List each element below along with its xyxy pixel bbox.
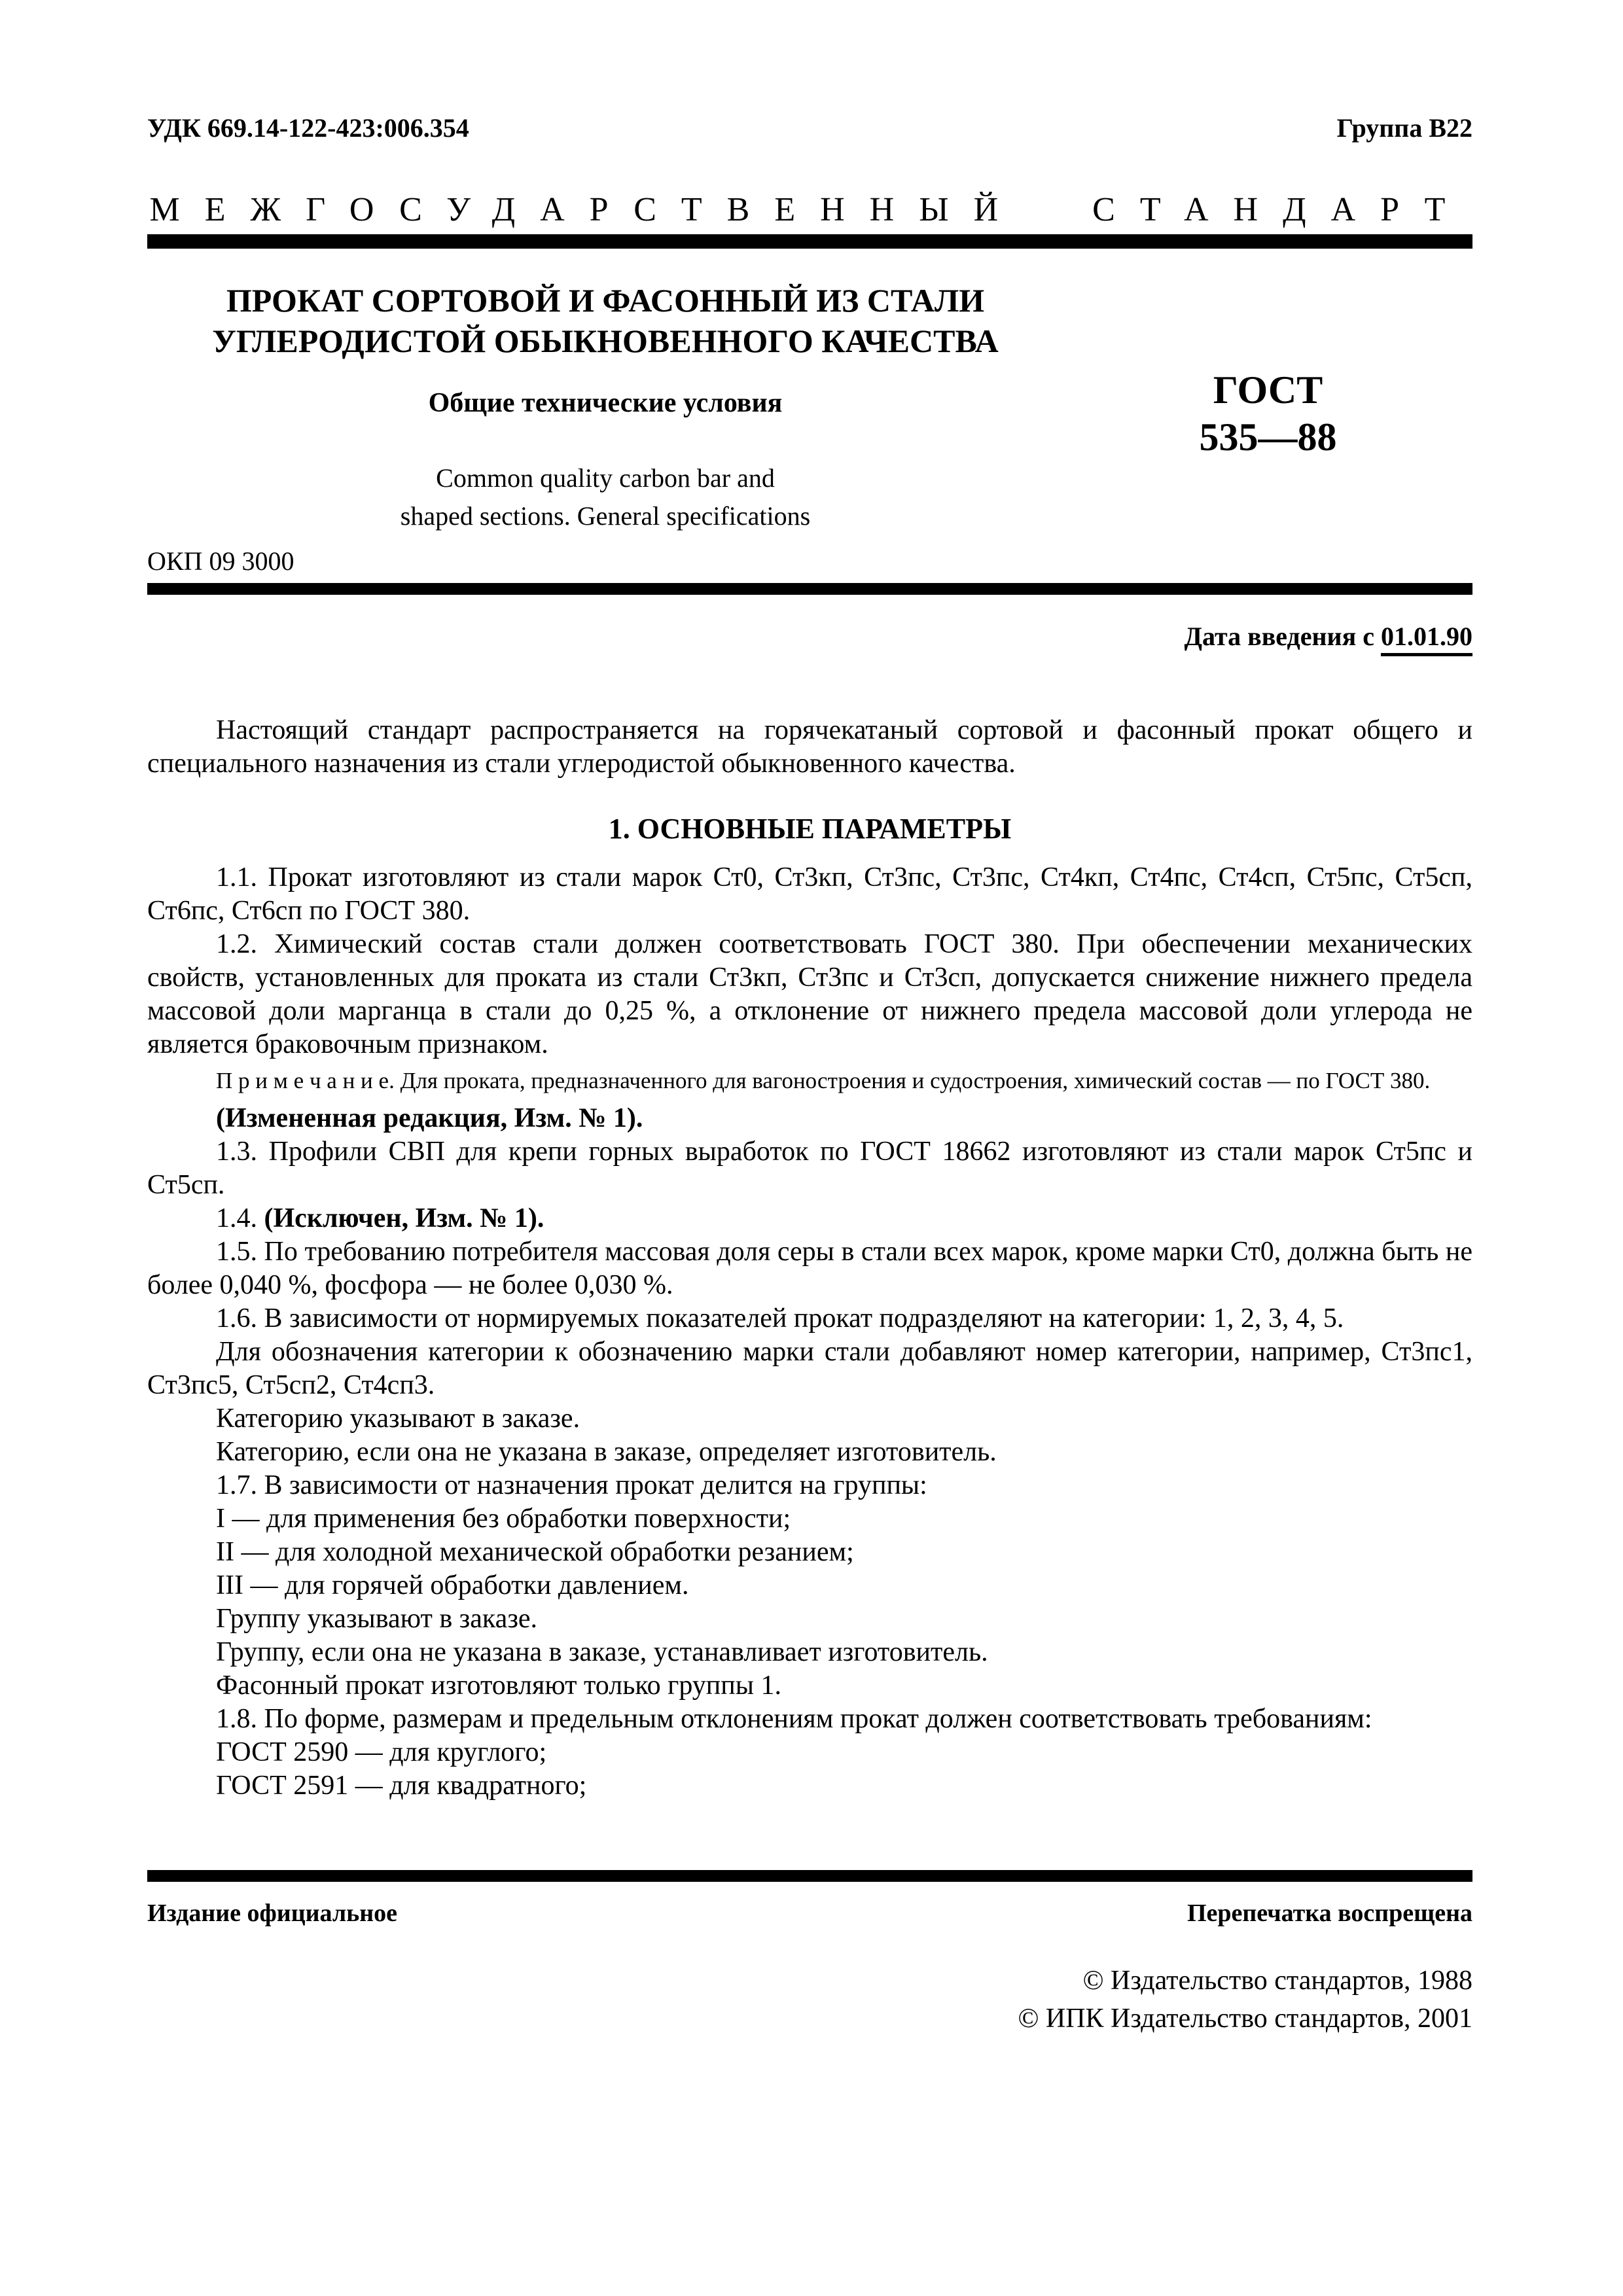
title-block (147, 280, 1063, 535)
doc-title-line2: УГЛЕРОДИСТОЙ ОБЫКНОВЕННОГО КАЧЕСТВА (212, 323, 999, 359)
category-default-note: Категорию, если она не указана в заказе, определяет изготовитель. (216, 1437, 997, 1467)
section-1-title: 1. ОСНОВНЫЕ ПАРАМЕТРЫ (608, 813, 1012, 845)
chemical-note: П р и м е ч а н и е. Для проката, предназначенного для вагоностроения и судостроения, химический состав — по ГОСТ 380. (216, 1068, 1431, 1093)
clause-1-4-number: 1.4. (216, 1203, 264, 1233)
title-section (147, 280, 1472, 535)
clause-1-5: 1.5. По требованию потребителя массовая доля серы в стали всех марок, кроме марки Ст0, должна быть не более 0,040 %, фосфора — не более 0,030 %. (147, 1237, 1472, 1300)
clause-1-3: 1.3. Профили СВП для крепи горных выработок по ГОСТ 18662 изготовляют из стали марок Ст5пс и Ст5сп. (147, 1137, 1472, 1200)
reprint-prohibited-label: Перепечатка воспрещена (1186, 1899, 1472, 1927)
clause-1-1: 1.1. Прокат изготовляют из стали марок Ст0, Ст3кп, Ст3пс, Ст3пс, Ст4кп, Ст4пс, Ст4сп, Ст5пс, Ст5сп, Ст6пс, Ст6сп по ГОСТ 380. (147, 862, 1472, 926)
gost-2590-item: ГОСТ 2590 — для круглого; (216, 1737, 547, 1767)
group-2-item: II — для холодной механической обработки резанием; (216, 1537, 854, 1567)
okp-code: ОКП 09 3000 (147, 546, 294, 576)
banner-divider-bar (147, 234, 1472, 249)
amendment-note: (Измененная редакция, Изм. № 1). (216, 1103, 643, 1133)
doc-subtitle-en (147, 459, 1063, 535)
intro-paragraph: Настоящий стандарт распространяется на горячекатаный сортовой и фасонный прокат общего и специального назначения из стали углеродистой обыкновенного качества. (147, 715, 1472, 779)
okp-divider-bar (147, 583, 1472, 595)
document-body (147, 714, 1472, 1803)
doc-title-line1: ПРОКАТ СОРТОВОЙ И ФАСОННЫЙ ИЗ СТАЛИ (226, 282, 985, 319)
copyright-1988: © Издательство стандартов, 1988 (1082, 1966, 1472, 1996)
gost-2591-item: ГОСТ 2591 — для квадратного; (216, 1771, 587, 1801)
footer-notice-row (147, 1899, 1472, 1928)
doc-subtitle-en-line1: Common quality carbon bar and (436, 463, 775, 493)
copyright-2001: © ИПК Издательство стандартов, 2001 (1018, 2004, 1472, 2034)
standard-type-banner: МЕЖГОСУДАРСТВЕННЫЙ СТАНДАРТ (149, 191, 1471, 228)
gost-designation-block (1063, 280, 1472, 535)
official-edition-label: Издание официальное (147, 1899, 398, 1927)
clause-1-4 (147, 1202, 1472, 1235)
clause-1-4-text: (Исключен, Изм. № 1). (264, 1203, 544, 1233)
clause-1-2: 1.2. Химический состав стали должен соответствовать ГОСТ 380. При обеспечении механических свойств, установленных для проката из стали Ст3кп, Ст3пс и Ст3сп, допускается снижение нижнего предела массовой доли марганца в стали до 0,25 %, а отклонение от нижнего предела массовой доли углерода не является браковочным признаком. (147, 929, 1472, 1059)
group-default-note: Группу, если она не указана в заказе, устанавливает изготовитель. (216, 1637, 988, 1667)
group-order-note: Группу указывают в заказе. (216, 1604, 538, 1634)
effective-date-value: 01.01.90 (1381, 622, 1472, 656)
effective-date-row (147, 621, 1472, 652)
category-designation-note: Для обозначения категории к обозначению марки стали добавляют номер категории, например, Ст3пс1, Ст3пс5, Ст5сп2, Ст4сп3. (147, 1337, 1472, 1400)
gost-label: ГОСТ (1213, 368, 1323, 412)
clause-1-6: 1.6. В зависимости от нормируемых показателей прокат подразделяют на категории: 1, 2, 3, 4, 5. (216, 1303, 1344, 1333)
doc-subtitle-en-line2: shaped sections. General specifications (400, 501, 811, 531)
page-footer (147, 1870, 1472, 2038)
classification-row (147, 113, 1472, 143)
doc-subtitle-ru: Общие технические условия (428, 388, 783, 418)
shaped-rolled-note: Фасонный прокат изготовляют только группы 1. (216, 1670, 781, 1701)
udk-code: УДК 669.14-122-423:006.354 (147, 113, 469, 143)
group-3-item: III — для горячей обработки давлением. (216, 1570, 689, 1600)
group-code: Группа В22 (1336, 113, 1472, 143)
footer-divider-bar (147, 1870, 1472, 1882)
gost-number: 535—88 (1199, 415, 1337, 459)
effective-date-label: Дата введения с (1184, 622, 1381, 651)
copyright-block (147, 1962, 1472, 2038)
clause-1-7: 1.7. В зависимости от назначения прокат делится на группы: (216, 1470, 927, 1500)
clause-1-8: 1.8. По форме, размерам и предельным отклонениям прокат должен соответствовать требованиям: (216, 1704, 1372, 1734)
category-order-note: Категорию указывают в заказе. (216, 1404, 580, 1434)
group-1-item: I — для применения без обработки поверхности; (216, 1504, 791, 1534)
